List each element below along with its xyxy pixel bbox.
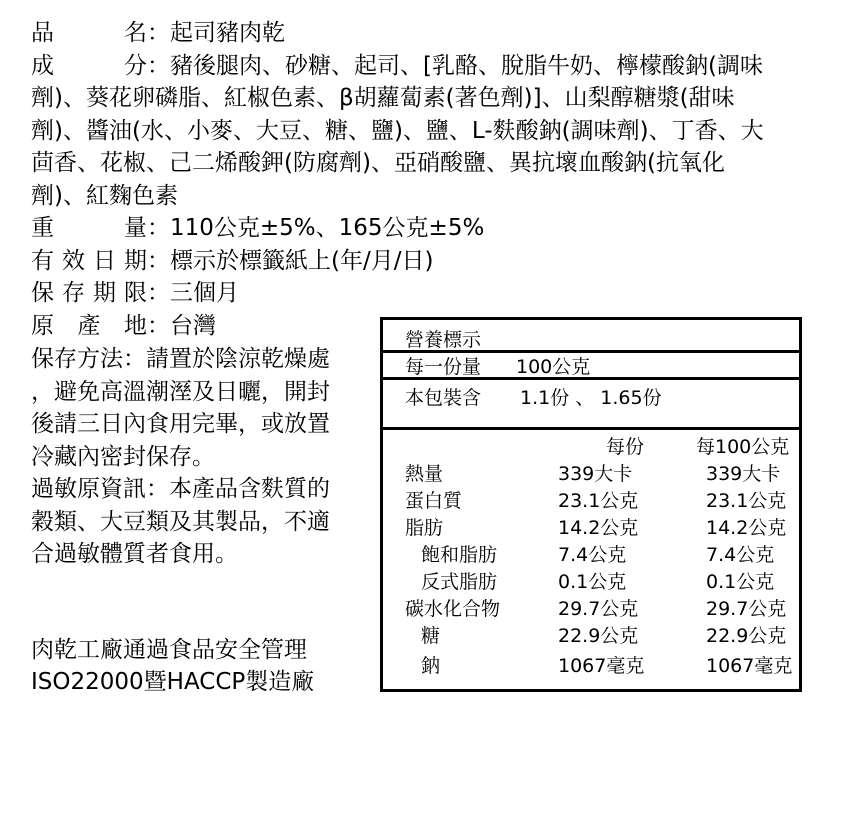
- serving-label: 每一份量: [405, 356, 482, 378]
- nutrient-per-serving: 14.2公克: [558, 517, 639, 539]
- storage-line: 後請三日內食用完畢，或放置: [31, 411, 330, 437]
- nutrient-per-100g: 29.7公克: [706, 598, 787, 620]
- nutrient-name: 鈉: [421, 655, 441, 677]
- nutrient-per-serving: 29.7公克: [558, 598, 639, 620]
- ingredients-continuation: 劑)、紅麴色素: [31, 182, 178, 209]
- nutrition-column-headers: [383, 434, 799, 461]
- ingredients-continuation: 劑)、醬油(水、小麥、大豆、糖、鹽)、鹽、L-麩酸鈉(調味劑)、丁香、大: [31, 117, 764, 144]
- info-row-origin: 原產地 ： 台灣: [31, 310, 831, 343]
- serving-size-band: [383, 350, 799, 380]
- nutrient-per-100g: 14.2公克: [706, 517, 787, 539]
- nutrition-facts-table: [380, 317, 802, 692]
- nutrition-row: [383, 515, 799, 542]
- info-label: 品名: [31, 20, 147, 46]
- allergen-line: 過敏原資訊：本產品含麩質的: [31, 476, 330, 502]
- nutrient-per-100g: 23.1公克: [706, 490, 787, 512]
- info-row-weight: 重量 ： 110公克±5%、165公克±5%: [31, 212, 831, 245]
- nutrient-per-serving: 23.1公克: [558, 490, 639, 512]
- nutrient-per-100g: 7.4公克: [706, 544, 775, 566]
- nutrient-name: 反式脂肪: [421, 571, 498, 593]
- info-row-shelf-life: 保存期限 ： 三個月: [31, 277, 831, 310]
- allergen-line: 穀類、大豆類及其製品，不適: [31, 508, 330, 535]
- info-row-ingredients: 成分 ： 豬後腿肉、砂糖、起司、[乳酪、脫脂牛奶、檸檬酸鈉(調味: [31, 50, 831, 83]
- nutrient-per-serving: 0.1公克: [558, 571, 627, 593]
- nutrient-per-serving: 1067毫克: [558, 655, 645, 677]
- nutrition-title-band: [383, 320, 799, 353]
- nutrient-per-100g: 0.1公克: [706, 571, 775, 593]
- info-row-expiry-date: 有效日期 ： 標示於標籤紙上(年/月/日): [31, 245, 831, 278]
- info-label: 重量: [31, 215, 147, 241]
- info-row-product-name: 品名 ： 起司豬肉乾: [31, 17, 831, 50]
- nutrition-row: [383, 461, 799, 488]
- info-value: 三個月: [170, 280, 239, 306]
- factory-certification: [31, 634, 314, 698]
- info-label: 有效日期: [31, 247, 147, 274]
- product-info-section: [31, 17, 831, 342]
- servings-per-package-band: [383, 377, 799, 430]
- serving-value: 100公克: [516, 356, 591, 378]
- info-value: 台灣: [170, 312, 216, 339]
- header-per-100g: 每100公克: [696, 436, 790, 458]
- nutrient-per-100g: 22.9公克: [706, 625, 787, 647]
- package-label: 本包裝含: [405, 387, 482, 409]
- info-value: 豬後腿肉、砂糖、起司、[乳酪、脫脂牛奶、檸檬酸鈉(調味: [170, 52, 763, 79]
- info-label: 保存期限: [31, 280, 147, 306]
- nutrient-name: 飽和脂肪: [421, 544, 498, 566]
- storage-line: ，避免高溫潮溼及日曬，開封: [31, 378, 330, 405]
- nutrition-row: [383, 542, 799, 569]
- nutrient-name: 熱量: [405, 463, 444, 485]
- nutrient-per-serving: 22.9公克: [558, 625, 639, 647]
- allergen-line: 合過敏體質者食用。: [31, 541, 238, 567]
- nutrient-per-100g: 1067毫克: [706, 655, 793, 677]
- nutrient-per-100g: 339大卡: [706, 463, 781, 485]
- info-value: 110公克±5%、165公克±5%: [170, 215, 485, 241]
- info-value: 起司豬肉乾: [170, 20, 285, 46]
- nutrition-row: [383, 653, 799, 680]
- nutrient-name: 糖: [421, 625, 441, 647]
- nutrition-row: [383, 569, 799, 596]
- storage-line: 冷藏內密封保存。: [31, 443, 215, 470]
- nutrient-name: 蛋白質: [405, 490, 463, 512]
- nutrition-row: [383, 623, 799, 650]
- nutrient-per-serving: 7.4公克: [558, 544, 627, 566]
- storage-allergen-section: [31, 343, 376, 571]
- package-value: 1.1份 、 1.65份: [520, 387, 662, 409]
- storage-line: 保存方法：請置於陰涼乾燥處: [31, 346, 330, 372]
- factory-line: 肉乾工廠通過食品安全管理: [31, 637, 307, 663]
- factory-line: ISO22000暨HACCP製造廠: [31, 669, 315, 695]
- nutrition-title: 營養標示: [405, 329, 482, 351]
- info-label: 原產地: [31, 312, 147, 339]
- nutrient-per-serving: 339大卡: [558, 463, 633, 485]
- nutrient-name: 脂肪: [405, 517, 444, 539]
- nutrition-row: [383, 596, 799, 623]
- nutrient-name: 碳水化合物: [405, 598, 501, 620]
- info-value: 標示於標籤紙上(年/月/日): [170, 247, 434, 274]
- nutrition-row: [383, 488, 799, 515]
- info-label: 成分: [31, 52, 147, 79]
- header-per-serving: 每份: [606, 436, 645, 458]
- ingredients-continuation: 茴香、花椒、己二烯酸鉀(防腐劑)、亞硝酸鹽、異抗壞血酸鈉(抗氧化: [31, 150, 725, 176]
- ingredients-continuation: 劑)、葵花卵磷脂、紅椒色素、β胡蘿蔔素(著色劑)]、山梨醇糖漿(甜味: [31, 85, 735, 111]
